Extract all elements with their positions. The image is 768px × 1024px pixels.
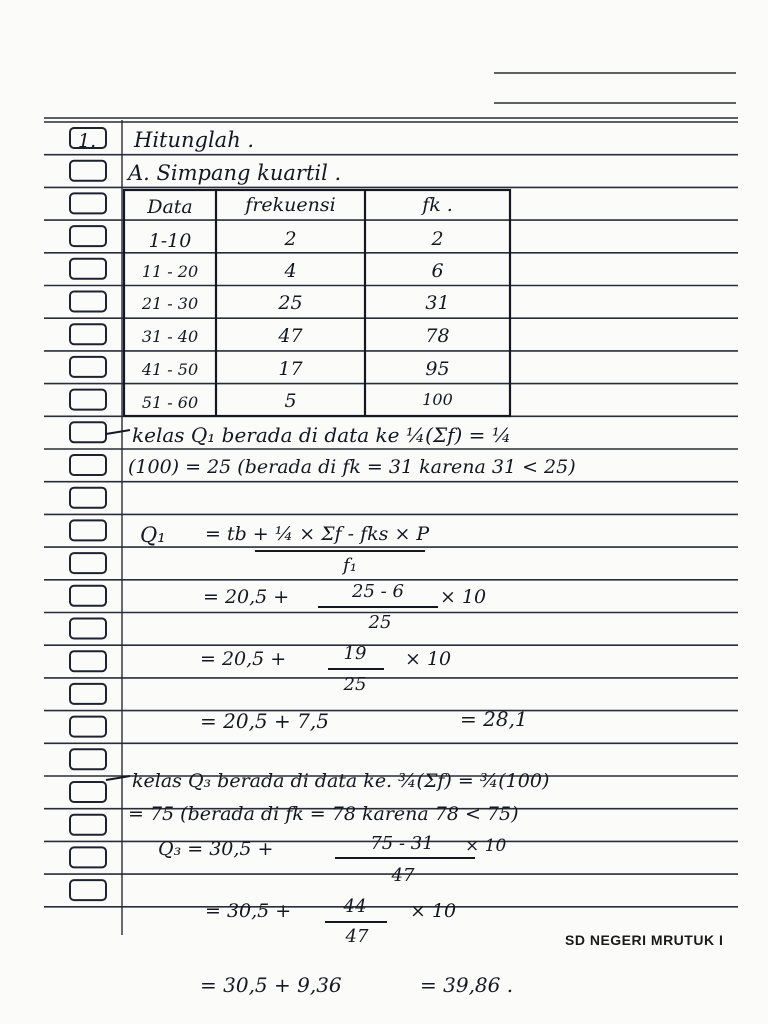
table-cell: 4 xyxy=(284,260,297,282)
table-cell: 6 xyxy=(431,260,444,282)
q3-result: = 39,86 . xyxy=(420,973,514,997)
school-stamp: SD NEGERI MRUTUK I xyxy=(565,932,724,948)
table-cell: 1-10 xyxy=(148,230,192,252)
q1-kelas-line-2: (100) = 25 (berada di fk = 31 karena 31 < 25) xyxy=(128,456,576,478)
margin-checkbox xyxy=(70,847,106,867)
table-cell: 100 xyxy=(422,390,453,409)
margin-checkbox xyxy=(70,193,106,213)
margin-checkbox xyxy=(70,259,106,279)
subheading: A. Simpang kuartil . xyxy=(128,161,342,185)
q1-formula-fraction-bar xyxy=(255,550,425,552)
margin-checkbox xyxy=(70,619,106,639)
table-cell: 11 - 20 xyxy=(141,262,199,281)
q3-step1-numerator: 75 - 31 xyxy=(370,833,434,854)
table-header-data: Data xyxy=(147,196,193,218)
q3-step2-fraction-bar xyxy=(325,921,387,923)
q1-step1-suffix: × 10 xyxy=(440,586,487,608)
q3-step2-suffix: × 10 xyxy=(410,900,457,922)
q3-step1-suffix: × 10 xyxy=(465,836,507,856)
margin-checkbox xyxy=(70,161,106,181)
q3-step3: = 30,5 + 9,36 xyxy=(200,973,342,997)
table-cell: 17 xyxy=(278,358,303,380)
table-cell: 5 xyxy=(284,390,297,412)
table-cell: 95 xyxy=(425,358,450,380)
q1-step3: = 20,5 + 7,5 xyxy=(200,709,329,733)
q1-kelas-line-1: kelas Q₁ berada di data ke ¼(Σf) = ¼ xyxy=(132,423,512,447)
table-header-fk: fk . xyxy=(422,194,453,216)
margin-checkbox xyxy=(70,880,106,900)
table-cell: 25 xyxy=(278,292,303,314)
margin-checkbox xyxy=(70,684,106,704)
table-cell: 2 xyxy=(284,228,297,250)
q3-step1-denominator: 47 xyxy=(391,865,415,886)
q1-step2-denominator: 25 xyxy=(343,674,367,695)
margin-checkbox xyxy=(70,422,106,442)
margin-checkbox xyxy=(70,749,106,769)
q1-result: = 28,1 xyxy=(460,707,528,731)
q3-kelas-line-2: = 75 (berada di fk = 78 karena 78 < 75) xyxy=(128,803,519,825)
margin-checkbox xyxy=(70,324,106,344)
margin-checkbox xyxy=(70,390,106,410)
margin-checkbox xyxy=(70,455,106,475)
q3-step1-fraction-bar xyxy=(335,857,475,859)
q1-formula-denominator: f₁ xyxy=(343,555,357,576)
table-cell: 21 - 30 xyxy=(141,294,199,313)
heading: Hitunglah . xyxy=(134,128,255,152)
margin-checkbox xyxy=(70,651,106,671)
table-cell: 31 xyxy=(425,292,450,314)
table-cell: 31 - 40 xyxy=(141,327,199,346)
q1-step1-denominator: 25 xyxy=(368,612,392,633)
q1-step2-fraction-bar xyxy=(328,668,384,670)
margin-checkbox xyxy=(70,226,106,246)
q3-kelas-line-1: kelas Q₃ berada di data ke. ¾(Σf) = ¾(100) xyxy=(132,770,550,792)
table-header-frekuensi: frekuensi xyxy=(245,194,336,216)
margin-checkbox xyxy=(70,488,106,508)
q1-step1-numerator: 25 - 6 xyxy=(352,581,404,602)
q3-step2-numerator: 44 xyxy=(343,896,367,917)
q3-step2-denominator: 47 xyxy=(345,926,369,947)
q3-step1-prefix: Q₃ = 30,5 + xyxy=(158,838,274,860)
table-cell: 2 xyxy=(431,228,444,250)
margin-checkbox xyxy=(70,815,106,835)
margin-checkbox xyxy=(70,586,106,606)
margin-checkbox xyxy=(70,782,106,802)
q1-step1-fraction-bar xyxy=(318,606,438,608)
q1-formula-rhs: = tb + ¼ × Σf - fks × P xyxy=(205,523,430,545)
problem-number: 1. xyxy=(78,130,97,152)
table-cell: 41 - 50 xyxy=(141,360,199,379)
table-cell: 78 xyxy=(425,325,450,347)
q3-step2-prefix: = 30,5 + xyxy=(205,900,292,922)
q1-step2-prefix: = 20,5 + xyxy=(200,648,287,670)
q1-formula-lhs: Q₁ xyxy=(140,523,166,547)
margin-checkbox xyxy=(70,717,106,737)
margin-checkbox xyxy=(70,357,106,377)
q1-step2-numerator: 19 xyxy=(343,643,367,664)
margin-checkbox xyxy=(70,292,106,312)
q1-step1-prefix: = 20,5 + xyxy=(203,586,290,608)
q1-step2-suffix: × 10 xyxy=(405,648,452,670)
margin-checkbox xyxy=(70,520,106,540)
margin-checkbox xyxy=(70,553,106,573)
table-cell: 47 xyxy=(278,325,303,347)
table-cell: 51 - 60 xyxy=(141,393,199,412)
